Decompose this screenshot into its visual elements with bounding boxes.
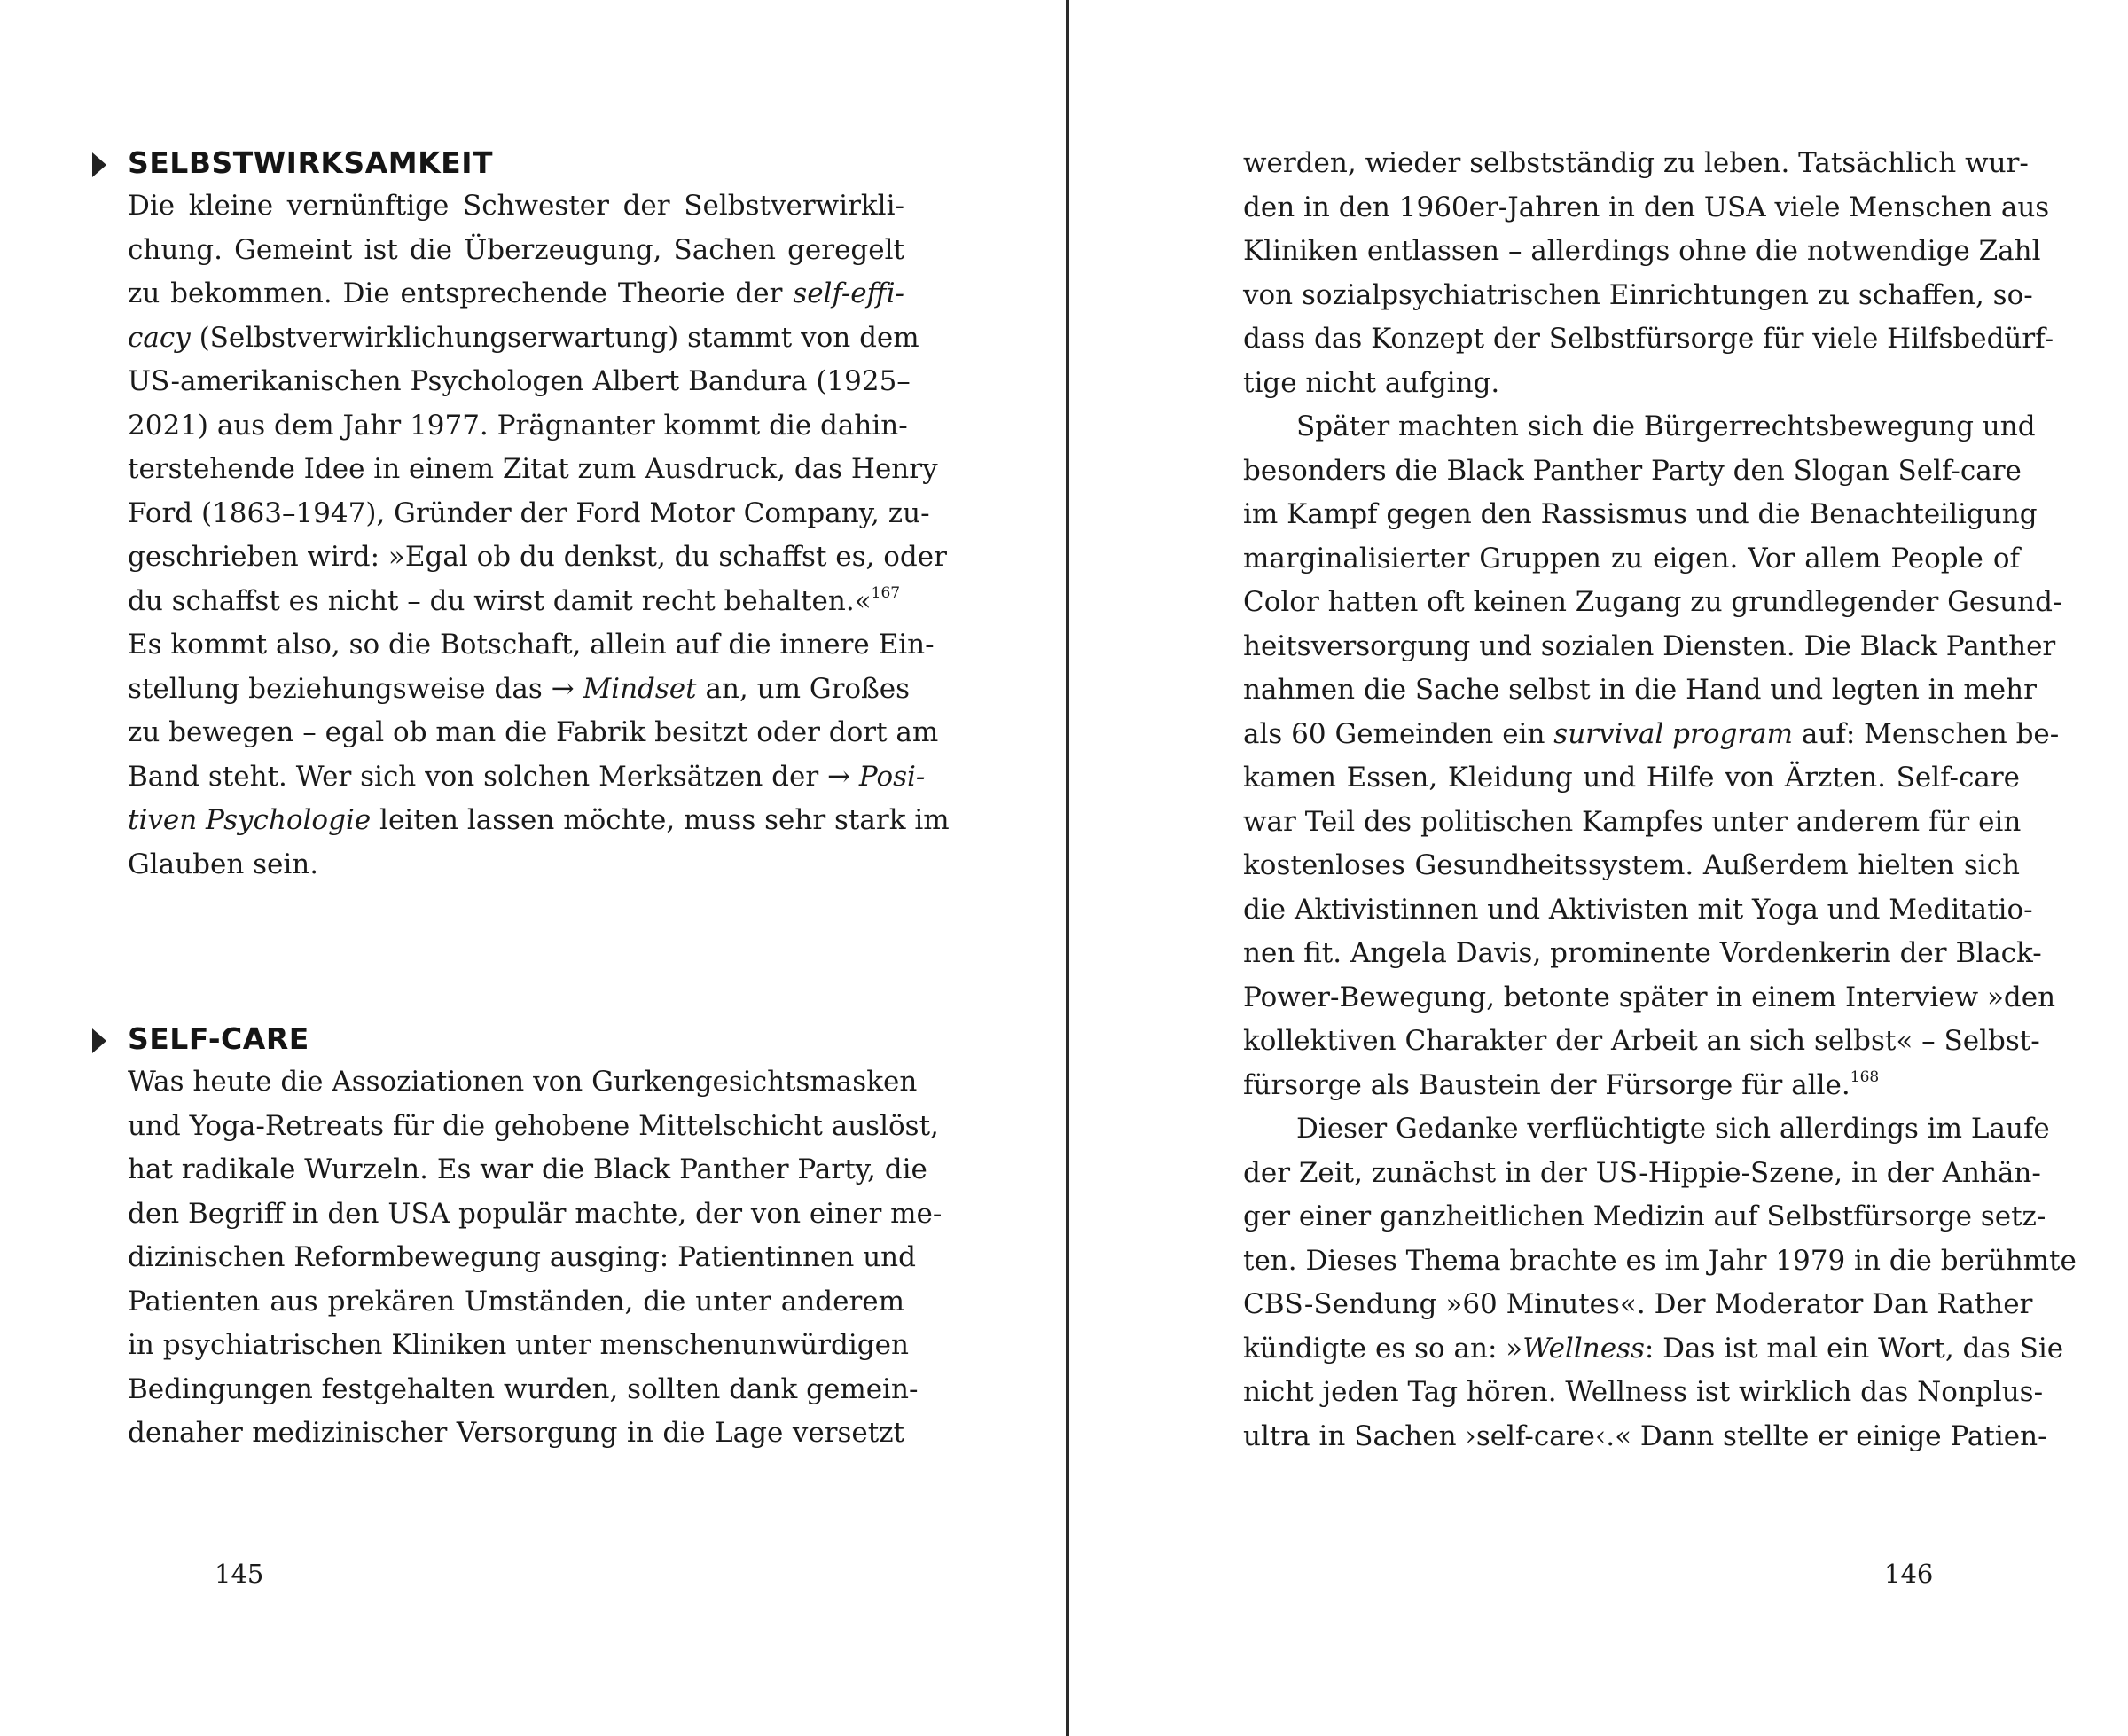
- text-line: Color hatten oft keinen Zugang zu grundlegender Gesund-: [1243, 586, 2062, 618]
- text-line: Die kleine vernünftige Schwester der Selbstverwirkli-: [128, 190, 904, 222]
- text-line: 2021) aus dem Jahr 1977. Prägnanter kommt die dahin-: [128, 409, 908, 442]
- text-line: US-amerikanischen Psychologen Albert Bandura (1925–: [128, 365, 911, 397]
- text-line: kündigte es so an: »Wellness: Das ist mal ein Wort, das Sie: [1243, 1332, 2064, 1365]
- headword: SELBSTWIRKSAMKEIT: [128, 145, 493, 180]
- text-line: Power-Bewegung, betonte später in einem Interview »den: [1243, 981, 2056, 1013]
- text-line: war Teil des politischen Kampfes unter anderem für ein: [1243, 805, 2022, 838]
- text-line: dass das Konzept der Selbstfürsorge für viele Hilfsbedürf-: [1243, 323, 2054, 355]
- page-number: 146: [1884, 1559, 1934, 1589]
- text-line: ten. Dieses Thema brachte es im Jahr 1979 in die berühmte: [1243, 1244, 2077, 1277]
- text-line: Ford (1863–1947), Gründer der Ford Motor Company, zu-: [128, 497, 930, 529]
- text-line: hat radikale Wurzeln. Es war die Black Panther Party, die: [128, 1153, 927, 1185]
- text-line: Kliniken entlassen – allerdings ohne die notwendige Zahl: [1243, 235, 2041, 267]
- text-line: kollektiven Charakter der Arbeit an sich selbst« – Selbst-: [1243, 1025, 2040, 1057]
- text-line: in psychiatrischen Kliniken unter menschenunwürdigen: [128, 1329, 909, 1361]
- text-line: zu bewegen – egal ob man die Fabrik besitzt oder dort am: [128, 716, 939, 748]
- text-line: nicht jeden Tag hören. Wellness ist wirklich das Nonplus-: [1243, 1376, 2044, 1408]
- entry-body: [128, 1060, 943, 1456]
- text-line: chung. Gemeint ist die Überzeugung, Sachen geregelt: [128, 233, 904, 266]
- right-page: [1069, 0, 2128, 1736]
- text-line: ultra in Sachen ›self-care‹.« Dann stellte er einige Patien-: [1243, 1419, 2047, 1452]
- italic-term: survival program: [1553, 717, 1794, 750]
- text-line: dizinischen Reformbewegung ausging: Patientinnen und: [128, 1241, 916, 1273]
- text-line: marginalisierter Gruppen zu eigen. Vor allem People of: [1243, 542, 2020, 575]
- entry-heading: [128, 1018, 904, 1060]
- text-line: stellung beziehungsweise das → Mindset an, um Großes: [128, 672, 911, 705]
- text-line: kamen Essen, Kleidung und Hilfe von Ärzten. Self-care: [1243, 762, 2020, 794]
- italic-term: self-effi-: [793, 278, 904, 309]
- text-line: Dieser Gedanke verflüchtigte sich allerdings im Laufe: [1296, 1113, 2050, 1145]
- headword: SELF-CARE: [128, 1021, 309, 1056]
- text-line: werden, wieder selbstständig zu leben. Tatsächlich wur-: [1243, 147, 2029, 179]
- text-line: terstehende Idee in einem Zitat zum Ausdruck, das Henry: [128, 453, 938, 485]
- text-line: cacy (Selbstverwirklichungserwartung) stammt von dem: [128, 321, 919, 354]
- page-number: 145: [215, 1559, 264, 1589]
- text-line: Es kommt also, so die Botschaft, allein auf die innere Ein-: [128, 629, 935, 661]
- text-line: heitsversorgung und sozialen Diensten. Die Black Panther: [1243, 629, 2056, 662]
- text-line: zu bekommen. Die entsprechende Theorie der self-effi-: [128, 278, 904, 309]
- italic-term: Posi-: [858, 760, 926, 793]
- text-line: tige nicht aufging.: [1243, 366, 1500, 399]
- text-line: fürsorge als Baustein der Fürsorge für alle.$^{168}$: [1243, 1067, 1880, 1101]
- triangle-marker-icon: [92, 152, 106, 177]
- text-line: von sozialpsychiatrischen Einrichtungen zu schaffen, so-: [1243, 278, 2033, 311]
- text-line: denaher medizinischer Versorgung in die Lage versetzt: [128, 1417, 904, 1449]
- text-line: nen fit. Angela Davis, prominente Vordenkerin der Black-: [1243, 937, 2042, 969]
- entry-body: [128, 184, 950, 887]
- text-line: Was heute die Assoziationen von Gurkengesichtsmasken: [128, 1066, 918, 1098]
- continued-text: [1243, 142, 2077, 1458]
- text-line: und Yoga-Retreats für die gehobene Mittelschicht auslöst,: [128, 1109, 939, 1142]
- text-line: den Begriff in den USA populär machte, der von einer me-: [128, 1197, 943, 1230]
- italic-term: Wellness: [1522, 1332, 1645, 1365]
- text-line: Band steht. Wer sich von solchen Merksätzen der → Posi-: [128, 760, 926, 793]
- italic-term: cacy: [128, 321, 191, 354]
- text-line: Später machten sich die Bürgerrechtsbewegung und: [1296, 411, 2036, 442]
- text-line: nahmen die Sache selbst in die Hand und legten in mehr: [1243, 674, 2037, 706]
- text-line: im Kampf gegen den Rassismus und die Benachteiligung: [1243, 498, 2038, 530]
- text-line: kostenloses Gesundheitssystem. Außerdem hielten sich: [1243, 849, 2020, 881]
- entry-selbstwirksamkeit: [128, 142, 950, 887]
- text-line: die Aktivistinnen und Aktivisten mit Yoga und Meditatio-: [1243, 893, 2033, 926]
- text-line: tiven Psychologie leiten lassen möchte, muss sehr stark im: [128, 804, 950, 836]
- text-line: du schaffst es nicht – du wirst damit recht behalten.«$^{167}$: [128, 583, 901, 617]
- text-line: als 60 Gemeinden ein survival program auf: Menschen be-: [1243, 717, 2060, 750]
- triangle-marker-icon: [92, 1028, 106, 1053]
- text-line: Glauben sein.: [128, 848, 319, 880]
- text-line: Bedingungen festgehalten wurden, sollten dank gemein-: [128, 1372, 919, 1405]
- text-line: Patienten aus prekären Umständen, die unter anderem: [128, 1285, 904, 1318]
- entry-self-care: [128, 1018, 943, 1456]
- text-line: ger einer ganzheitlichen Medizin auf Selbstfürsorge setz-: [1243, 1200, 2046, 1232]
- footnote-ref: 168: [1850, 1067, 1880, 1086]
- footnote-ref: 167: [871, 583, 901, 602]
- text-line: geschrieben wird: »Egal ob du denkst, du schaffst es, oder: [128, 541, 947, 573]
- text-line: den in den 1960er-Jahren in den USA viele Menschen aus: [1243, 191, 2050, 223]
- text-line: der Zeit, zunächst in der US-Hippie-Szene, in der Anhän-: [1243, 1156, 2041, 1189]
- text-line: besonders die Black Panther Party den Slogan Self-care: [1243, 454, 2022, 487]
- italic-term: tiven Psychologie: [128, 804, 372, 836]
- entry-heading: [128, 142, 904, 184]
- italic-term: Mindset: [583, 672, 697, 705]
- text-line: CBS-Sendung »60 Minutes«. Der Moderator Dan Rather: [1243, 1288, 2033, 1320]
